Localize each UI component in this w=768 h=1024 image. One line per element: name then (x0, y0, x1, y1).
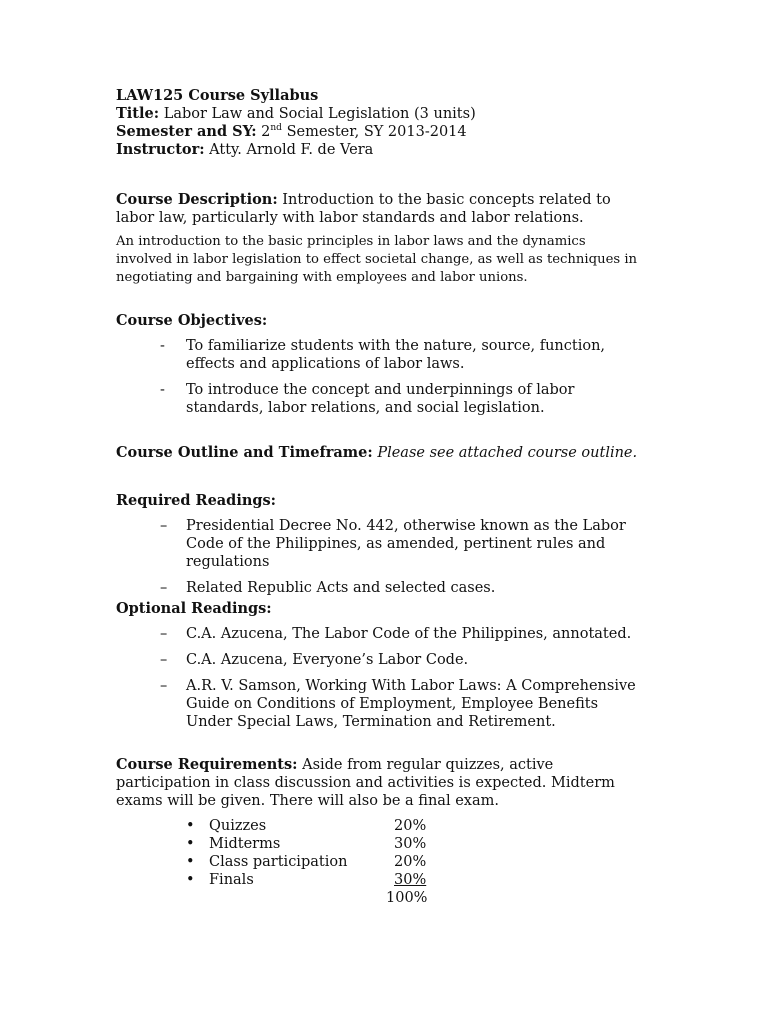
required-list (116, 517, 656, 605)
semester-sup: nd (270, 123, 282, 134)
description-line1: Introduction to the basic concepts related to (282, 192, 611, 208)
list-item (116, 579, 656, 597)
grade-percent: 30% (394, 872, 427, 888)
dash-marker: – (160, 678, 168, 694)
grade-name: Midterms (209, 836, 281, 852)
course-requirements (116, 756, 656, 810)
objective-1-line2: effects and applications of labor laws. (186, 356, 465, 372)
bullet-marker: • (186, 836, 195, 852)
requirements-line1: Aside from regular quizzes, active (302, 757, 554, 773)
grade-row (186, 835, 446, 853)
objective-2-line1: To introduce the concept and underpinnings of labor (186, 382, 575, 398)
grade-breakdown (186, 817, 446, 907)
list-item (116, 337, 656, 373)
objectives-heading (116, 312, 656, 330)
requirements-line3: exams will be given. There will also be a final exam. (116, 793, 499, 809)
description-p2-line3: negotiating and bargaining with employees and labor unions. (116, 270, 528, 285)
description-p2-line2: involved in labor legislation to effect societal change, as well as techniques in (116, 252, 638, 267)
grade-name: Finals (209, 872, 254, 888)
dash-marker: - (160, 338, 165, 354)
instructor-value: Atty. Arnold F. de Vera (209, 142, 374, 158)
optional-2-line1: C.A. Azucena, Everyone’s Labor Code. (186, 652, 469, 668)
title-value: Labor Law and Social Legislation (3 units) (163, 106, 476, 122)
semester-rest: Semester, SY 2013-2014 (286, 124, 467, 140)
objective-1-line1: To familiarize students with the nature, source, function, (186, 338, 606, 354)
grade-percent: 30% (394, 836, 427, 852)
bullet-marker: • (186, 854, 195, 870)
course-outline (116, 444, 656, 462)
required-label: Required Readings: (116, 492, 277, 509)
optional-label: Optional Readings: (116, 600, 272, 617)
dash-marker: – (160, 580, 168, 596)
outline-label: Course Outline and Timeframe: (116, 444, 373, 461)
dash-marker: – (160, 626, 168, 642)
objectives-list (116, 337, 656, 425)
objectives-label: Course Objectives: (116, 312, 268, 329)
description-paragraph-2 (116, 233, 656, 287)
required-1-line2: Code of the Philippines, as amended, pertinent rules and (186, 536, 606, 552)
optional-3-line2: Guide on Conditions of Employment, Employee Benefits (186, 696, 599, 712)
grade-name: Quizzes (209, 818, 267, 834)
grade-total: 100% (386, 890, 428, 906)
grade-row (186, 817, 446, 835)
list-item (116, 517, 656, 571)
list-item (116, 381, 656, 417)
list-item (116, 677, 656, 731)
requirements-label: Course Requirements: (116, 756, 298, 773)
description-line2: labor law, particularly with labor standards and labor relations. (116, 210, 584, 226)
optional-heading (116, 600, 656, 618)
required-1-line3: regulations (186, 554, 270, 570)
dash-marker: – (160, 518, 168, 534)
optional-3-line1: A.R. V. Samson, Working With Labor Laws: A Comprehensive (186, 678, 636, 694)
objective-2-line2: standards, labor relations, and social legislation. (186, 400, 545, 416)
dash-marker: - (160, 382, 165, 398)
grade-percent: 20% (394, 818, 427, 834)
description-label: Course Description: (116, 191, 278, 208)
description-p2-line1: An introduction to the basic principles in labor laws and the dynamics (116, 234, 586, 249)
grade-total-row (186, 889, 446, 907)
optional-3-line3: Under Special Laws, Termination and Retirement. (186, 714, 556, 730)
grade-row (186, 853, 446, 871)
requirements-line2: participation in class discussion and activities is expected. Midterm (116, 775, 615, 791)
bullet-marker: • (186, 872, 195, 888)
outline-value: Please see attached course outline. (377, 445, 638, 461)
course-description (116, 191, 656, 227)
grade-row (186, 871, 446, 889)
list-item (116, 651, 656, 669)
grade-percent: 20% (394, 854, 427, 870)
grade-name: Class participation (209, 854, 348, 870)
bullet-marker: • (186, 818, 195, 834)
required-1-line1: Presidential Decree No. 442, otherwise known as the Labor (186, 518, 626, 534)
dash-marker: – (160, 652, 168, 668)
list-item (116, 625, 656, 643)
instructor-label: Instructor: (116, 141, 205, 158)
optional-1-line1: C.A. Azucena, The Labor Code of the Philippines, annotated. (186, 626, 632, 642)
optional-list (116, 625, 656, 739)
title-label: Title: (116, 105, 160, 122)
course-code: LAW125 Course Syllabus (116, 87, 319, 104)
required-2-line1: Related Republic Acts and selected cases. (186, 580, 496, 596)
header-block (116, 87, 656, 159)
required-heading (116, 492, 656, 510)
semester-label: Semester and SY: (116, 123, 257, 140)
semester-num: 2 (261, 124, 271, 140)
